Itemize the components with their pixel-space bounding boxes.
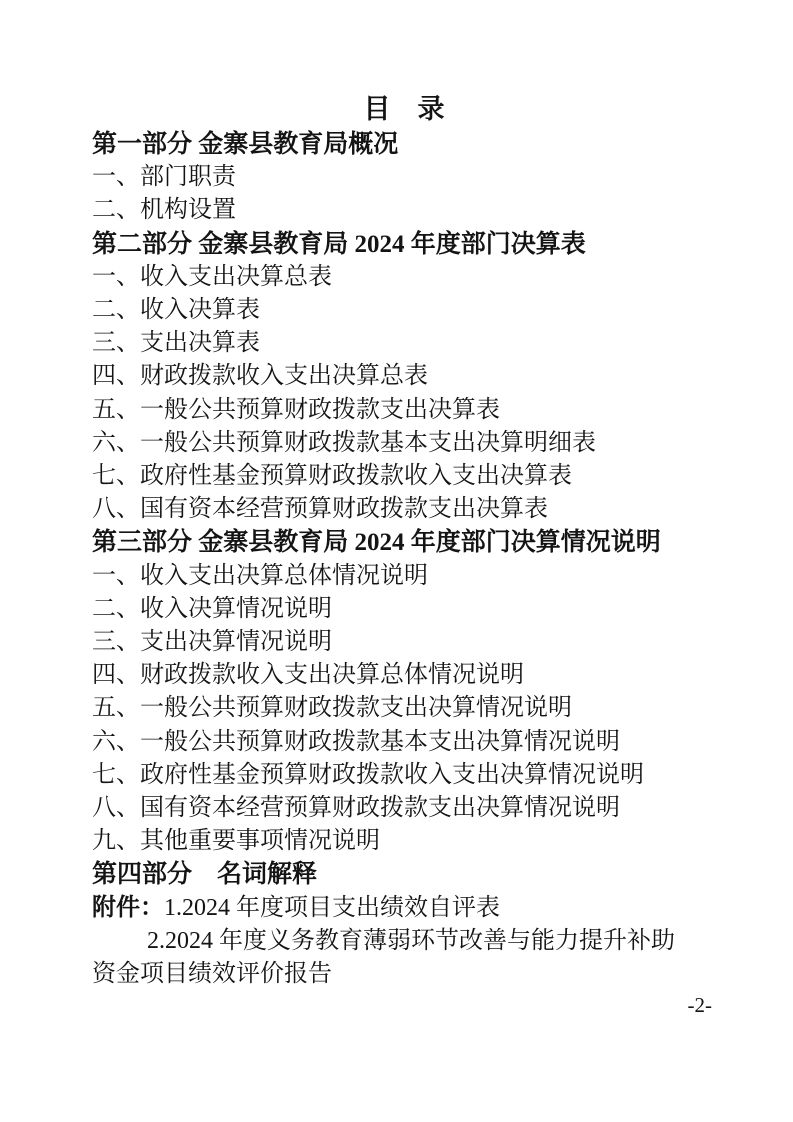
toc-item: 一、收入支出决算总表 [92, 263, 332, 290]
attachment-item-2-continued: 资金项目绩效评价报告 [92, 961, 332, 988]
toc-part-heading-1: 第一部分 金寨县教育局概况 [92, 131, 399, 158]
attachment-label: 附件： [92, 894, 164, 921]
toc-part-heading-2: 第二部分 金寨县教育局 2024 年度部门决算表 [92, 230, 586, 258]
toc-item: 六、一般公共预算财政拨款基本支出决算情况说明 [92, 728, 620, 755]
toc-item: 七、政府性基金预算财政拨款收入支出决算情况说明 [92, 761, 644, 788]
document-title: 目 录 [363, 94, 445, 124]
page-number: -2- [687, 993, 712, 1017]
toc-item: 二、机构设置 [92, 197, 236, 224]
toc-item: 四、财政拨款收入支出决算总体情况说明 [92, 662, 524, 689]
attachment-item-2: 2.2024 年度义务教育薄弱环节改善与能力提升补助 [147, 927, 675, 954]
toc-item: 一、部门职责 [92, 164, 236, 191]
toc-item: 二、收入决算情况说明 [92, 595, 332, 622]
toc-item: 六、一般公共预算财政拨款基本支出决算明细表 [92, 429, 596, 456]
toc-attachment-line [92, 892, 716, 925]
toc-item: 八、国有资本经营预算财政拨款支出决算表 [92, 496, 548, 523]
toc-part-heading-3: 第三部分 金寨县教育局 2024 年度部门决算情况说明 [92, 529, 661, 557]
toc-item: 三、支出决算表 [92, 330, 260, 357]
toc-content [92, 90, 716, 991]
toc-item: 九、其他重要事项情况说明 [92, 828, 380, 855]
toc-item: 七、政府性基金预算财政拨款收入支出决算表 [92, 463, 572, 490]
toc-item: 四、财政拨款收入支出决算总表 [92, 363, 428, 390]
toc-item: 五、一般公共预算财政拨款支出决算表 [92, 396, 500, 423]
toc-item: 二、收入决算表 [92, 297, 260, 324]
attachment-item-1: 1.2024 年度项目支出绩效自评表 [164, 894, 500, 921]
toc-item: 八、国有资本经营预算财政拨款支出决算情况说明 [92, 795, 620, 822]
toc-item: 一、收入支出决算总体情况说明 [92, 562, 428, 589]
toc-item: 五、一般公共预算财政拨款支出决算情况说明 [92, 695, 572, 722]
toc-item: 三、支出决算情况说明 [92, 629, 332, 656]
toc-part-heading-4: 第四部分 名词解释 [92, 861, 318, 889]
